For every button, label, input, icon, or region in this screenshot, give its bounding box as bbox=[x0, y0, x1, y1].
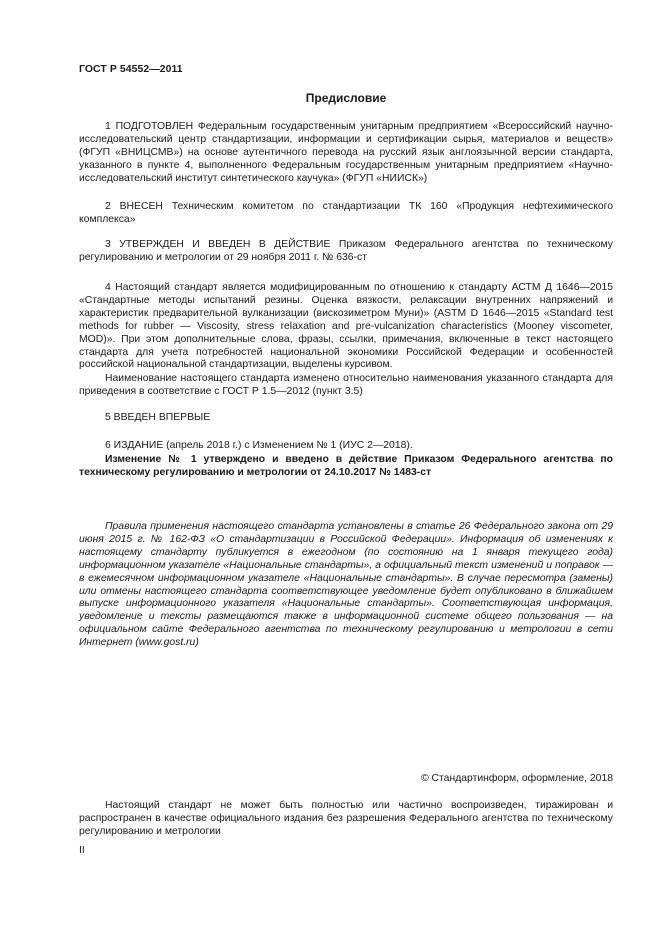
application-rules-note: Правила применения настоящего стандарта установлены в статье 26 Федерального закона от 29 июня 2015 г. № 162-ФЗ «О стандартизации в Российской Федерации». Информация об изменениях к настоящему стандарту публикуется в ежегодном (по состоянию на 1 января текущего года) информационном указателе «Национальные стандарты», а официальный текст изменений и поправок — в ежемесячном информационном указателе «Национальные стандарты». В случае пересмотра (замены) или отмены настоящего стандарта соответствующее уведомление будет опубликовано в ближайшем выпуске информационного указателя «Национальные стандарты». Соответствующая информация, уведомление и тексты размещаются также в информационной системе общего пользования — на официальном сайте Федерального агентства по техническому регулированию и метрологии в сети Интернет (www.gost.ru) bbox=[79, 521, 613, 649]
foreword-item-2-text: 2 ВНЕСЕН Техническим комитетом по стандартизации ТК 160 «Продукция нефтехимического комплекса» bbox=[79, 201, 613, 225]
reproduction-notice: Настоящий стандарт не может быть полностью или частично воспроизведен, тиражирован и распространен в качестве официального издания без разрешения Федерального агентства по техническому регулированию и метрологии bbox=[79, 800, 613, 837]
copyright-line: © Стандартинформ, оформление, 2018 bbox=[420, 773, 613, 784]
foreword-item-5 bbox=[79, 412, 613, 425]
foreword-item-3-text: 3 УТВЕРЖДЕН И ВВЕДЕН В ДЕЙСТВИЕ Приказом Федерального агентства по техническому регулированию и метрологии от 29 ноября 2011 г. № 636-ст bbox=[79, 239, 613, 263]
foreword-item-5-text: 5 ВВЕДЕН ВПЕРВЫЕ bbox=[105, 412, 211, 423]
document-code: ГОСТ Р 54552—2011 bbox=[79, 64, 183, 75]
foreword-item-4-text-extra: Наименование настоящего стандарта изменено относительно наименования указанного стандарта для приведения в соответствие с ГОСТ Р 1.5—2012 (пункт 3.5) bbox=[79, 373, 613, 398]
foreword-item-1 bbox=[79, 121, 613, 186]
foreword-item-1-text: 1 ПОДГОТОВЛЕН Федеральным государственным унитарным предприятием «Всероссийский научно-исследовательский центр стандартизации, информации и сертификации сырья, материалов и веществ» (ФГУП «ВНИЦСМВ») на основе аутентичного перевода на русский язык англоязычной версии стандарта, указанного в пункте 4, выполненного Федеральным государственным унитарным предприятием «Научно-исследовательский институт синтетического каучука» (ФГУП «НИИСК») bbox=[79, 121, 613, 184]
foreword-item-4-text: 4 Настоящий стандарт является модифицированным по отношению к стандарту АСТМ Д 1646—2015 «Стандартные методы испытаний резины. Оценка вязкости, релаксации внутренних напряжений и характеристик предварительной вулканизации (вискозиметром Муни)» (ASTM D 1646—2015 «Standard test methods for rubber — Viscosity, stress relaxation and pre-vulcanization characteristics (Mooney viscometer, MOD)». При этом дополнительные слова, фразы, ссылки, примечания, включенные в текст настоящего стандарта для учета потребностей национальной экономики Российской Федерации и особенностей российской национальной стандартизации, выделены курсивом. bbox=[79, 282, 613, 371]
page-number: II bbox=[79, 845, 85, 856]
foreword-item-2 bbox=[79, 201, 613, 227]
foreword-item-4 bbox=[79, 282, 613, 399]
foreword-item-6-text: 6 ИЗДАНИЕ (апрель 2018 г.) с Изменением № 1 (ИУС 2—2018). bbox=[105, 440, 413, 451]
page-title: Предисловие bbox=[305, 91, 387, 105]
amendment-note: Изменение № 1 утверждено и введено в действие Приказом Федерального агентства по техническому регулированию и метрологии от 24.10.2017 № 1483-ст bbox=[79, 453, 613, 478]
foreword-item-6 bbox=[79, 440, 613, 480]
foreword-item-3 bbox=[79, 239, 613, 265]
